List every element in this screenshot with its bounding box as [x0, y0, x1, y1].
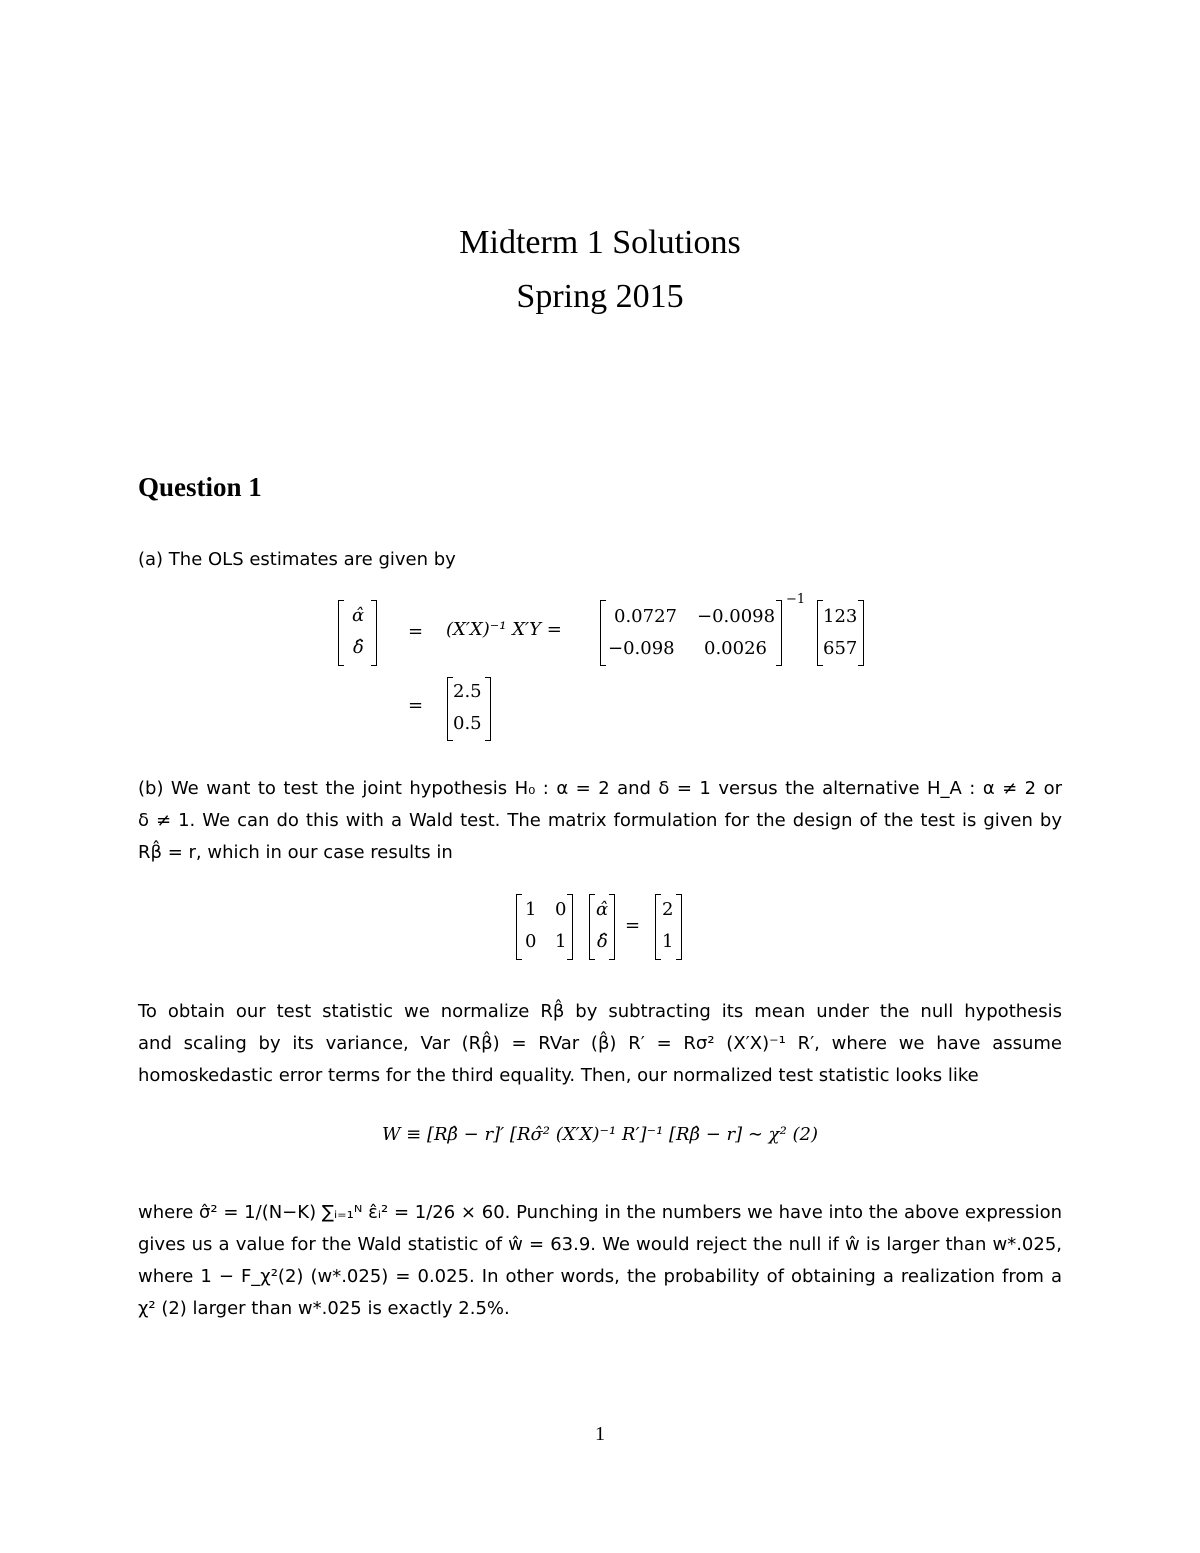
document-subtitle: Spring 2015 [516, 278, 684, 315]
paragraph-3-line-1: where σ̂² = 1/(N−K) ∑ᵢ₌₁ᴺ ε̂ᵢ² = 1/26 × 60. Punching in the numbers we have into the above expression [138, 1202, 1062, 1223]
section-heading-question-1: Question 1 [138, 472, 262, 502]
r-vector-cell: 1 [662, 931, 674, 952]
vector-cell: 123 [823, 606, 858, 627]
left-bracket [516, 894, 522, 960]
equation-wald-statistic: W ≡ [Rβ̂ − r]′ [Rσ̂² (X′X)⁻¹ R′]⁻¹ [Rβ̂ − r] ∼ χ² (2) [381, 1124, 819, 1145]
alpha-hat: α̂ [596, 899, 609, 920]
part-b-line-1: (b) We want to test the joint hypothesis H₀ : α = 2 and δ = 1 versus the alternative H_A : α ≠ 2 or [138, 778, 1062, 799]
r-vector-cell: 2 [662, 899, 674, 920]
result-cell: 0.5 [453, 713, 482, 734]
right-bracket [485, 677, 491, 741]
xprimex-inverse-xprimey: (X′X)⁻¹ X′Y = [446, 619, 562, 640]
r-matrix-cell: 1 [525, 899, 537, 920]
matrix-cell: 0.0727 [614, 606, 677, 627]
right-bracket [776, 600, 782, 666]
vector-cell: 657 [823, 638, 858, 659]
equals-sign: = [408, 695, 424, 716]
part-b-line-3: Rβ̂ = r, which in our case results in [138, 842, 453, 863]
left-bracket [655, 894, 661, 960]
r-matrix-cell: 1 [555, 931, 567, 952]
delta-hat: δ̂ [597, 931, 608, 952]
matrix-cell: −0.098 [608, 638, 675, 659]
equals-sign: = [408, 621, 424, 642]
right-bracket [858, 600, 864, 666]
matrix-cell: −0.0098 [697, 606, 776, 627]
right-bracket [371, 600, 377, 666]
paragraph-2-line-3: homoskedastic error terms for the third equality. Then, our normalized test statistic looks like [138, 1065, 979, 1086]
matrix-cell: 0.0026 [704, 638, 767, 659]
page-number: 1 [595, 1423, 605, 1445]
paragraph-2-line-1: To obtain our test statistic we normalize Rβ̂ by subtracting its mean under the null hypothesis [138, 1001, 1062, 1022]
paragraph-3-line-4: χ² (2) larger than w*.025 is exactly 2.5%. [138, 1298, 510, 1319]
equals-sign: = [625, 915, 641, 936]
left-bracket [589, 894, 595, 960]
paragraph-3-line-2: gives us a value for the Wald statistic of ŵ = 63.9. We would reject the null if ŵ is larger than w*.025, [138, 1234, 1062, 1255]
result-cell: 2.5 [453, 681, 482, 702]
document-title: Midterm 1 Solutions [459, 224, 741, 261]
delta-hat: δ̂ [353, 637, 364, 658]
part-a-intro: (a) The OLS estimates are given by [138, 549, 456, 570]
paragraph-3-line-3: where 1 − F_χ²(2) (w*.025) = 0.025. In other words, the probability of obtaining a realization from a [138, 1266, 1062, 1287]
part-b-line-2: δ ≠ 1. We can do this with a Wald test. The matrix formulation for the design of the test is given by [138, 810, 1062, 831]
right-bracket [609, 894, 615, 960]
r-matrix-cell: 0 [555, 899, 567, 920]
paragraph-2-line-2: and scaling by its variance, Var (Rβ̂) = RVar (β̂) R′ = Rσ² (X′X)⁻¹ R′, where we have assume [138, 1033, 1062, 1054]
left-bracket [600, 600, 606, 666]
right-bracket [676, 894, 682, 960]
right-bracket [567, 894, 573, 960]
r-matrix-cell: 0 [525, 931, 537, 952]
alpha-hat: α̂ [352, 605, 365, 626]
inverse-exponent: −1 [786, 592, 806, 607]
left-bracket [338, 600, 344, 666]
